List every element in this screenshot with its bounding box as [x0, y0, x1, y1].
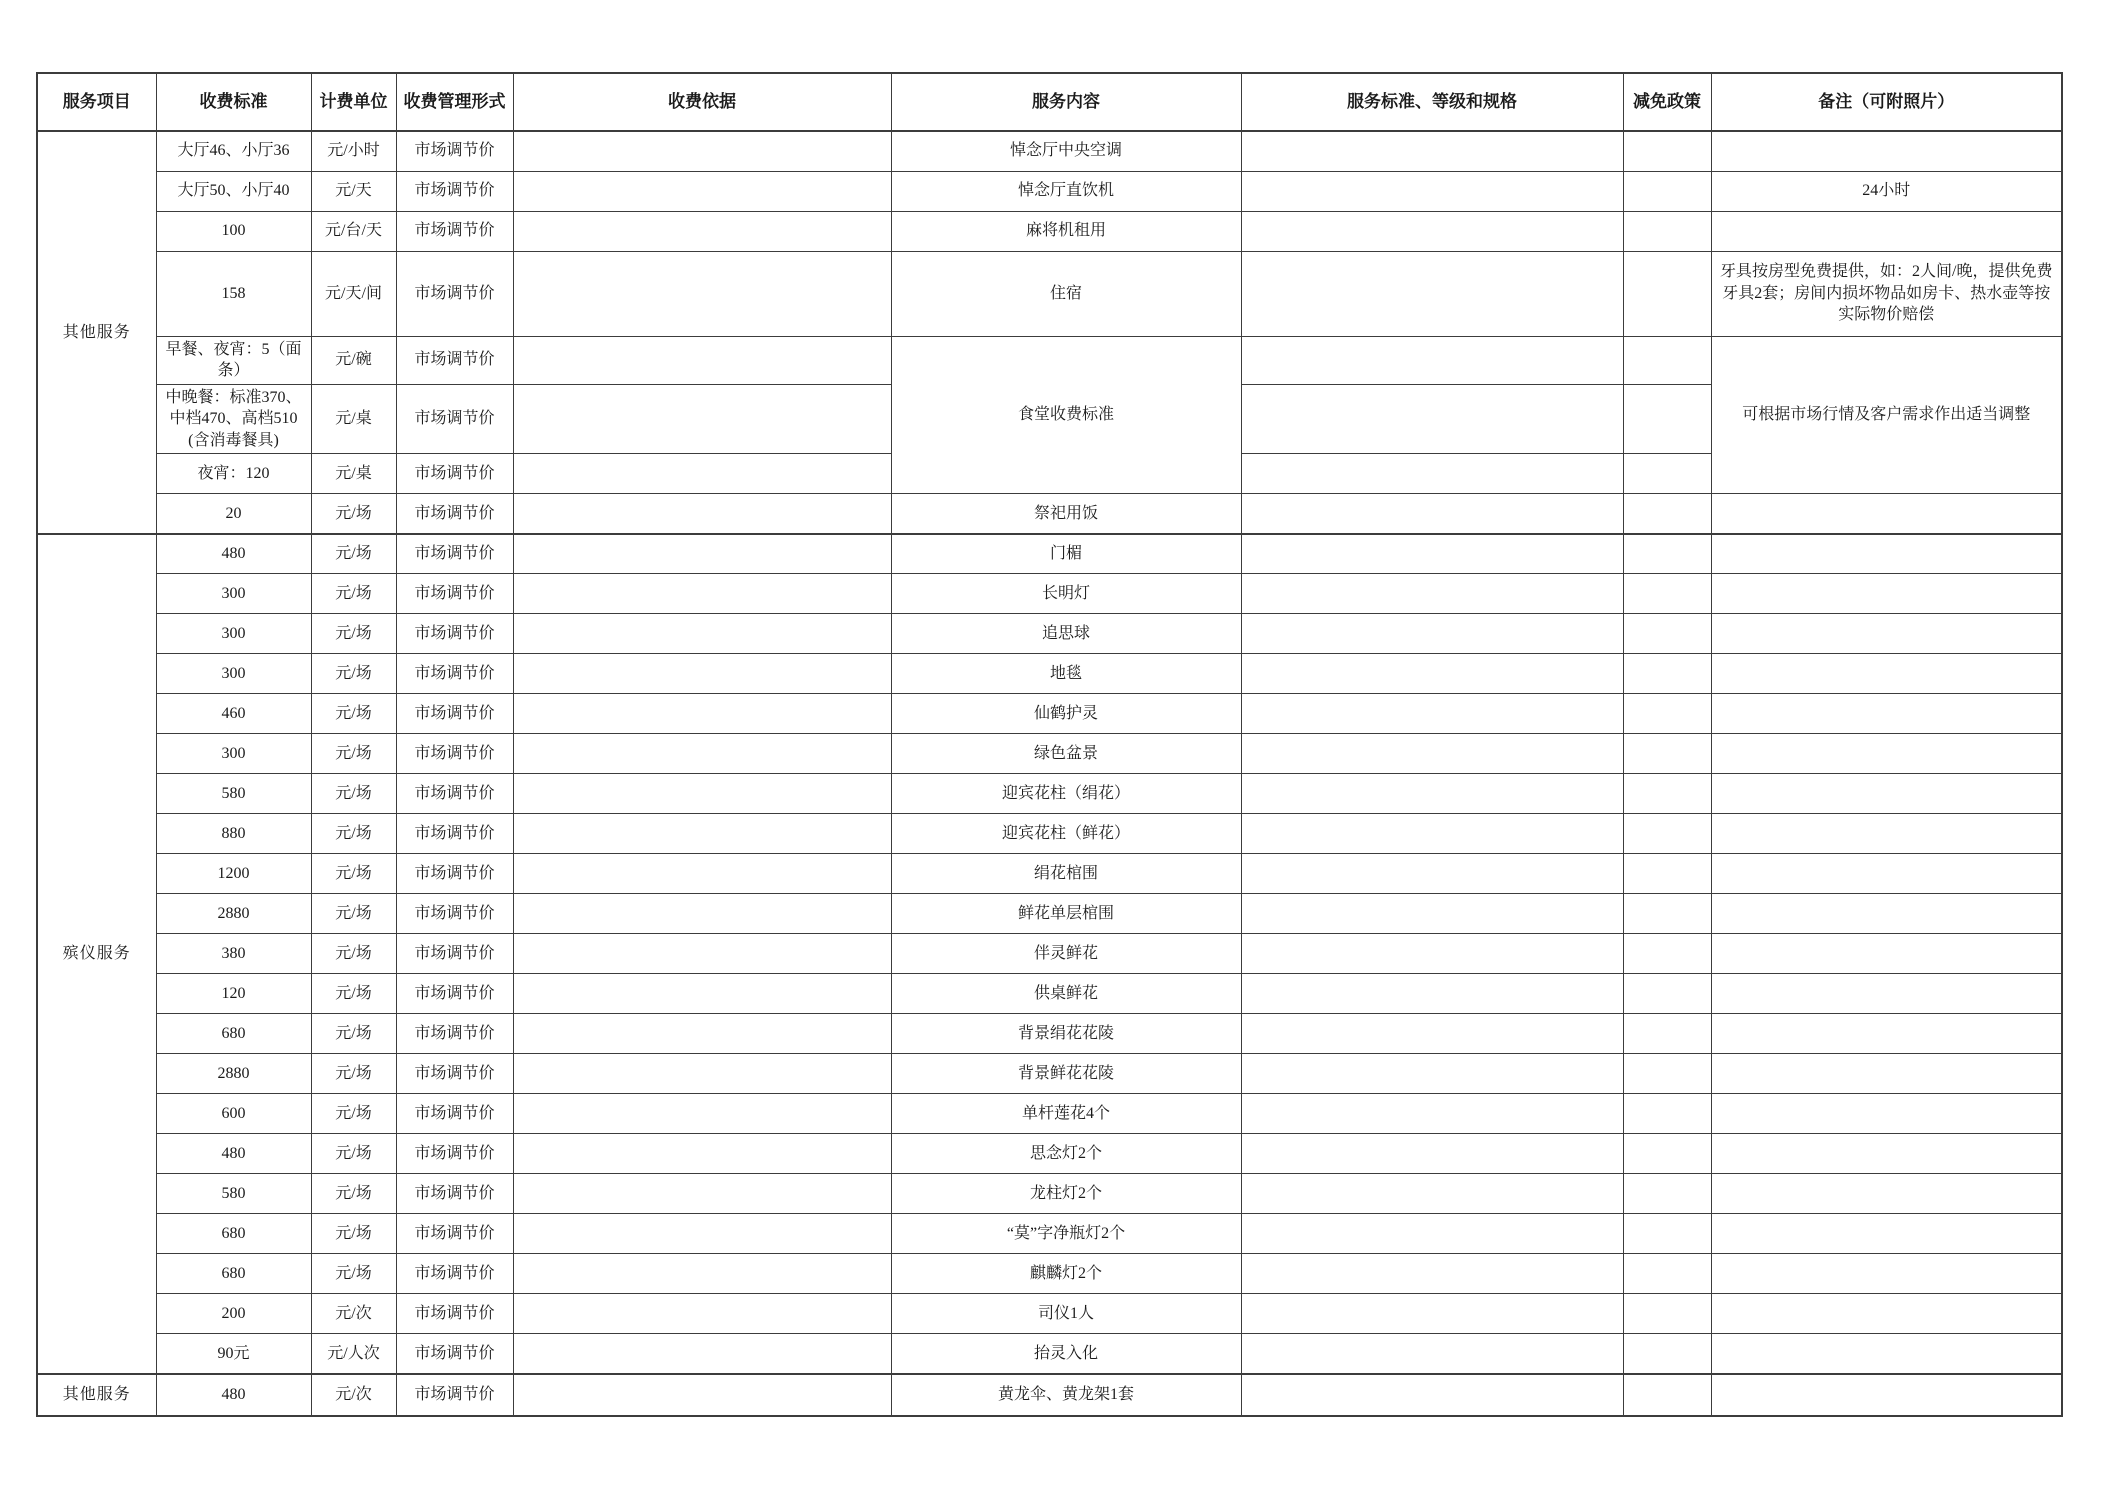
- cell-policy: [1623, 654, 1711, 694]
- table-row: [37, 934, 2062, 974]
- cell-policy: [1623, 774, 1711, 814]
- cell-basis: [513, 1294, 891, 1334]
- cell-form: 市场调节价: [396, 1374, 513, 1416]
- cell-content: 麒麟灯2个: [891, 1254, 1241, 1294]
- cell-content: 供桌鲜花: [891, 974, 1241, 1014]
- table-row: [37, 494, 2062, 534]
- table-row: [37, 171, 2062, 211]
- cell-unit: 元/场: [311, 1254, 396, 1294]
- cell-policy: [1623, 1374, 1711, 1416]
- cell-standard: 300: [156, 734, 311, 774]
- cell-standard: 100: [156, 211, 311, 251]
- cell-form: 市场调节价: [396, 1174, 513, 1214]
- cell-remark: 24小时: [1711, 171, 2062, 211]
- cell-basis: [513, 1374, 891, 1416]
- cell-standard: 中晚餐：标准370、中档470、高档510(含消毒餐具): [156, 384, 311, 454]
- cell-policy: [1623, 131, 1711, 171]
- cell-basis: [513, 774, 891, 814]
- cell-form: 市场调节价: [396, 251, 513, 336]
- col-header-policy: 减免政策: [1623, 73, 1711, 131]
- cell-form: 市场调节价: [396, 694, 513, 734]
- cell-form: 市场调节价: [396, 211, 513, 251]
- cell-standard: 380: [156, 934, 311, 974]
- cell-policy: [1623, 574, 1711, 614]
- cell-policy: [1623, 534, 1711, 574]
- cell-content: 祭祀用饭: [891, 494, 1241, 534]
- cell-policy: [1623, 1054, 1711, 1094]
- cell-spec: [1241, 1214, 1623, 1254]
- cell-spec: [1241, 336, 1623, 384]
- cell-remark: [1711, 1254, 2062, 1294]
- cell-standard: 580: [156, 1174, 311, 1214]
- cell-form: 市场调节价: [396, 574, 513, 614]
- cell-content: 背景鲜花花陵: [891, 1054, 1241, 1094]
- cell-unit: 元/碗: [311, 336, 396, 384]
- cell-spec: [1241, 1374, 1623, 1416]
- cell-standard: 480: [156, 1374, 311, 1416]
- cell-spec: [1241, 1054, 1623, 1094]
- cell-unit: 元/场: [311, 1014, 396, 1054]
- cell-policy: [1623, 1254, 1711, 1294]
- cell-remark: [1711, 814, 2062, 854]
- cell-unit: 元/天/间: [311, 251, 396, 336]
- cell-unit: 元/人次: [311, 1334, 396, 1374]
- cell-form: 市场调节价: [396, 454, 513, 494]
- table-row: [37, 131, 2062, 171]
- cell-form: 市场调节价: [396, 1214, 513, 1254]
- cell-policy: [1623, 854, 1711, 894]
- table-row: [37, 1334, 2062, 1374]
- cell-remark: [1711, 1294, 2062, 1334]
- cell-basis: [513, 384, 891, 454]
- cell-form: 市场调节价: [396, 131, 513, 171]
- cell-unit: 元/场: [311, 974, 396, 1014]
- cell-form: 市场调节价: [396, 1294, 513, 1334]
- table-row: [37, 854, 2062, 894]
- cell-spec: [1241, 934, 1623, 974]
- cell-unit: 元/场: [311, 894, 396, 934]
- cell-policy: [1623, 1014, 1711, 1054]
- cell-content: 司仪1人: [891, 1294, 1241, 1334]
- cell-remark: [1711, 1214, 2062, 1254]
- cell-basis: [513, 251, 891, 336]
- cell-unit: 元/场: [311, 854, 396, 894]
- cell-remark: [1711, 694, 2062, 734]
- table-row: [37, 1214, 2062, 1254]
- cell-form: 市场调节价: [396, 1014, 513, 1054]
- cell-unit: 元/台/天: [311, 211, 396, 251]
- cell-standard: 2880: [156, 894, 311, 934]
- cell-content: 龙柱灯2个: [891, 1174, 1241, 1214]
- col-header-basis: 收费依据: [513, 73, 891, 131]
- cell-standard: 120: [156, 974, 311, 1014]
- table-row: [37, 1254, 2062, 1294]
- cell-unit: 元/场: [311, 934, 396, 974]
- cell-content: 思念灯2个: [891, 1134, 1241, 1174]
- col-header-standard: 收费标准: [156, 73, 311, 131]
- cell-policy: [1623, 614, 1711, 654]
- cell-content: 单杆莲花4个: [891, 1094, 1241, 1134]
- table-row: [37, 734, 2062, 774]
- cell-form: 市场调节价: [396, 654, 513, 694]
- cell-form: 市场调节价: [396, 494, 513, 534]
- cell-unit: 元/天: [311, 171, 396, 211]
- cell-spec: [1241, 814, 1623, 854]
- cell-standard: 大厅50、小厅40: [156, 171, 311, 211]
- cell-content: 鲜花单层棺围: [891, 894, 1241, 934]
- cell-standard: 460: [156, 694, 311, 734]
- cell-remark: [1711, 1054, 2062, 1094]
- cell-form: 市场调节价: [396, 974, 513, 1014]
- cell-unit: 元/场: [311, 734, 396, 774]
- table-row: [37, 774, 2062, 814]
- table-row: [37, 1054, 2062, 1094]
- cell-policy: [1623, 894, 1711, 934]
- table-row: [37, 211, 2062, 251]
- cell-unit: 元/次: [311, 1374, 396, 1416]
- cell-basis: [513, 1134, 891, 1174]
- cell-basis: [513, 814, 891, 854]
- cell-form: 市场调节价: [396, 1334, 513, 1374]
- cell-policy: [1623, 734, 1711, 774]
- cell-spec: [1241, 131, 1623, 171]
- table-row: [37, 1174, 2062, 1214]
- cell-standard: 480: [156, 1134, 311, 1174]
- cell-form: 市场调节价: [396, 854, 513, 894]
- cell-policy: [1623, 454, 1711, 494]
- cell-unit: 元/小时: [311, 131, 396, 171]
- cell-spec: [1241, 1174, 1623, 1214]
- cell-form: 市场调节价: [396, 1134, 513, 1174]
- cell-content: 黄龙伞、黄龙架1套: [891, 1374, 1241, 1416]
- cell-spec: [1241, 614, 1623, 654]
- col-header-remark: 备注（可附照片）: [1711, 73, 2062, 131]
- cell-remark: [1711, 574, 2062, 614]
- cell-policy: [1623, 814, 1711, 854]
- cell-basis: [513, 1014, 891, 1054]
- cell-remark: [1711, 494, 2062, 534]
- cell-policy: [1623, 336, 1711, 384]
- cell-spec: [1241, 974, 1623, 1014]
- cell-unit: 元/场: [311, 614, 396, 654]
- cell-content: 追思球: [891, 614, 1241, 654]
- col-header-content: 服务内容: [891, 73, 1241, 131]
- cell-remark-merged: 可根据市场行情及客户需求作出适当调整: [1711, 336, 2062, 494]
- cell-policy: [1623, 974, 1711, 1014]
- cell-content: 悼念厅中央空调: [891, 131, 1241, 171]
- cell-basis: [513, 694, 891, 734]
- cell-standard: 90元: [156, 1334, 311, 1374]
- cell-content-merged: 食堂收费标准: [891, 336, 1241, 494]
- cell-spec: [1241, 774, 1623, 814]
- cell-unit: 元/场: [311, 1094, 396, 1134]
- cell-form: 市场调节价: [396, 534, 513, 574]
- cell-unit: 元/场: [311, 1054, 396, 1094]
- cell-remark: [1711, 894, 2062, 934]
- col-header-spec: 服务标准、等级和规格: [1241, 73, 1623, 131]
- table-row: [37, 1374, 2062, 1416]
- cell-spec: [1241, 854, 1623, 894]
- cell-standard: 158: [156, 251, 311, 336]
- table-row: [37, 694, 2062, 734]
- cell-basis: [513, 1254, 891, 1294]
- cell-standard: 680: [156, 1254, 311, 1294]
- table-row: [37, 1014, 2062, 1054]
- cell-standard: 大厅46、小厅36: [156, 131, 311, 171]
- cell-spec: [1241, 1094, 1623, 1134]
- cell-policy: [1623, 694, 1711, 734]
- cell-form: 市场调节价: [396, 774, 513, 814]
- cell-spec: [1241, 694, 1623, 734]
- table-row: [37, 654, 2062, 694]
- cell-spec: [1241, 734, 1623, 774]
- table-row: [37, 1094, 2062, 1134]
- cell-basis: [513, 1054, 891, 1094]
- cell-remark: [1711, 934, 2062, 974]
- cell-basis: [513, 654, 891, 694]
- cell-basis: [513, 574, 891, 614]
- cell-policy: [1623, 171, 1711, 211]
- table-row: [37, 814, 2062, 854]
- cell-basis: [513, 854, 891, 894]
- cell-basis: [513, 934, 891, 974]
- table-row: [37, 894, 2062, 934]
- cell-standard: 早餐、夜宵：5（面条）: [156, 336, 311, 384]
- cell-spec: [1241, 211, 1623, 251]
- cell-unit: 元/桌: [311, 454, 396, 494]
- section-label: 其他服务: [37, 131, 156, 534]
- cell-remark: [1711, 734, 2062, 774]
- cell-spec: [1241, 574, 1623, 614]
- cell-basis: [513, 1174, 891, 1214]
- cell-policy: [1623, 494, 1711, 534]
- cell-content: 仙鹤护灵: [891, 694, 1241, 734]
- cell-content: 地毯: [891, 654, 1241, 694]
- cell-content: 门楣: [891, 534, 1241, 574]
- cell-remark: [1711, 974, 2062, 1014]
- cell-form: 市场调节价: [396, 614, 513, 654]
- cell-remark: [1711, 654, 2062, 694]
- cell-policy: [1623, 251, 1711, 336]
- cell-standard: 300: [156, 654, 311, 694]
- cell-unit: 元/次: [311, 1294, 396, 1334]
- cell-policy: [1623, 1334, 1711, 1374]
- cell-basis: [513, 494, 891, 534]
- cell-remark: [1711, 1134, 2062, 1174]
- table-row: [37, 614, 2062, 654]
- cell-standard: 300: [156, 614, 311, 654]
- cell-standard: 300: [156, 574, 311, 614]
- col-header-unit: 计费单位: [311, 73, 396, 131]
- cell-form: 市场调节价: [396, 1054, 513, 1094]
- cell-form: 市场调节价: [396, 171, 513, 211]
- cell-form: 市场调节价: [396, 336, 513, 384]
- cell-unit: 元/桌: [311, 384, 396, 454]
- cell-spec: [1241, 171, 1623, 211]
- cell-form: 市场调节价: [396, 814, 513, 854]
- cell-content: 麻将机租用: [891, 211, 1241, 251]
- cell-content: 住宿: [891, 251, 1241, 336]
- cell-standard: 600: [156, 1094, 311, 1134]
- cell-remark: [1711, 1174, 2062, 1214]
- cell-unit: 元/场: [311, 494, 396, 534]
- cell-unit: 元/场: [311, 654, 396, 694]
- fee-schedule-table: [36, 72, 2063, 1417]
- cell-policy: [1623, 1174, 1711, 1214]
- cell-form: 市场调节价: [396, 734, 513, 774]
- cell-remark: 牙具按房型免费提供，如：2人间/晚，提供免费牙具2套；房间内损坏物品如房卡、热水壶等按实际物价赔偿: [1711, 251, 2062, 336]
- cell-basis: [513, 894, 891, 934]
- cell-unit: 元/场: [311, 774, 396, 814]
- cell-spec: [1241, 894, 1623, 934]
- cell-content: 绿色盆景: [891, 734, 1241, 774]
- cell-basis: [513, 1094, 891, 1134]
- cell-remark: [1711, 1374, 2062, 1416]
- cell-policy: [1623, 934, 1711, 974]
- cell-policy: [1623, 384, 1711, 454]
- cell-form: 市场调节价: [396, 1254, 513, 1294]
- table-row: [37, 1134, 2062, 1174]
- cell-standard: 680: [156, 1014, 311, 1054]
- cell-basis: [513, 974, 891, 1014]
- cell-content: 迎宾花柱（鲜花）: [891, 814, 1241, 854]
- cell-unit: 元/场: [311, 1174, 396, 1214]
- cell-basis: [513, 171, 891, 211]
- col-header-item: 服务项目: [37, 73, 156, 131]
- cell-spec: [1241, 1014, 1623, 1054]
- cell-unit: 元/场: [311, 694, 396, 734]
- cell-standard: 480: [156, 534, 311, 574]
- cell-basis: [513, 454, 891, 494]
- cell-standard: 580: [156, 774, 311, 814]
- section-label: 其他服务: [37, 1374, 156, 1416]
- cell-remark: [1711, 211, 2062, 251]
- cell-standard: 880: [156, 814, 311, 854]
- cell-policy: [1623, 1294, 1711, 1334]
- cell-content: 抬灵入化: [891, 1334, 1241, 1374]
- cell-remark: [1711, 774, 2062, 814]
- cell-unit: 元/场: [311, 814, 396, 854]
- cell-remark: [1711, 534, 2062, 574]
- cell-standard: 夜宵：120: [156, 454, 311, 494]
- cell-content: 绢花棺围: [891, 854, 1241, 894]
- cell-basis: [513, 211, 891, 251]
- cell-spec: [1241, 1294, 1623, 1334]
- table-row: [37, 336, 2062, 384]
- cell-policy: [1623, 1214, 1711, 1254]
- cell-standard: 1200: [156, 854, 311, 894]
- col-header-form: 收费管理形式: [396, 73, 513, 131]
- cell-standard: 20: [156, 494, 311, 534]
- table-row: [37, 534, 2062, 574]
- cell-basis: [513, 336, 891, 384]
- cell-basis: [513, 534, 891, 574]
- cell-spec: [1241, 1254, 1623, 1294]
- cell-remark: [1711, 1094, 2062, 1134]
- cell-spec: [1241, 654, 1623, 694]
- cell-spec: [1241, 494, 1623, 534]
- cell-remark: [1711, 131, 2062, 171]
- cell-spec: [1241, 1334, 1623, 1374]
- cell-remark: [1711, 1334, 2062, 1374]
- cell-basis: [513, 1214, 891, 1254]
- cell-unit: 元/场: [311, 1214, 396, 1254]
- header-row: [37, 73, 2062, 131]
- cell-spec: [1241, 1134, 1623, 1174]
- cell-unit: 元/场: [311, 1134, 396, 1174]
- cell-spec: [1241, 384, 1623, 454]
- cell-unit: 元/场: [311, 534, 396, 574]
- cell-basis: [513, 614, 891, 654]
- cell-policy: [1623, 211, 1711, 251]
- cell-form: 市场调节价: [396, 384, 513, 454]
- cell-form: 市场调节价: [396, 894, 513, 934]
- table-row: [37, 251, 2062, 336]
- cell-form: 市场调节价: [396, 934, 513, 974]
- cell-spec: [1241, 454, 1623, 494]
- cell-basis: [513, 1334, 891, 1374]
- cell-form: 市场调节价: [396, 1094, 513, 1134]
- table-row: [37, 574, 2062, 614]
- cell-content: 伴灵鲜花: [891, 934, 1241, 974]
- cell-remark: [1711, 614, 2062, 654]
- cell-unit: 元/场: [311, 574, 396, 614]
- cell-content: 长明灯: [891, 574, 1241, 614]
- cell-basis: [513, 131, 891, 171]
- cell-content: 悼念厅直饮机: [891, 171, 1241, 211]
- cell-content: “莫”字净瓶灯2个: [891, 1214, 1241, 1254]
- cell-spec: [1241, 251, 1623, 336]
- cell-policy: [1623, 1134, 1711, 1174]
- cell-content: 迎宾花柱（绢花）: [891, 774, 1241, 814]
- table-row: [37, 1294, 2062, 1334]
- section-label: 殡仪服务: [37, 534, 156, 1374]
- cell-basis: [513, 734, 891, 774]
- cell-standard: 680: [156, 1214, 311, 1254]
- cell-standard: 2880: [156, 1054, 311, 1094]
- cell-remark: [1711, 854, 2062, 894]
- cell-policy: [1623, 1094, 1711, 1134]
- cell-content: 背景绢花花陵: [891, 1014, 1241, 1054]
- cell-spec: [1241, 534, 1623, 574]
- cell-standard: 200: [156, 1294, 311, 1334]
- cell-remark: [1711, 1014, 2062, 1054]
- table-row: [37, 974, 2062, 1014]
